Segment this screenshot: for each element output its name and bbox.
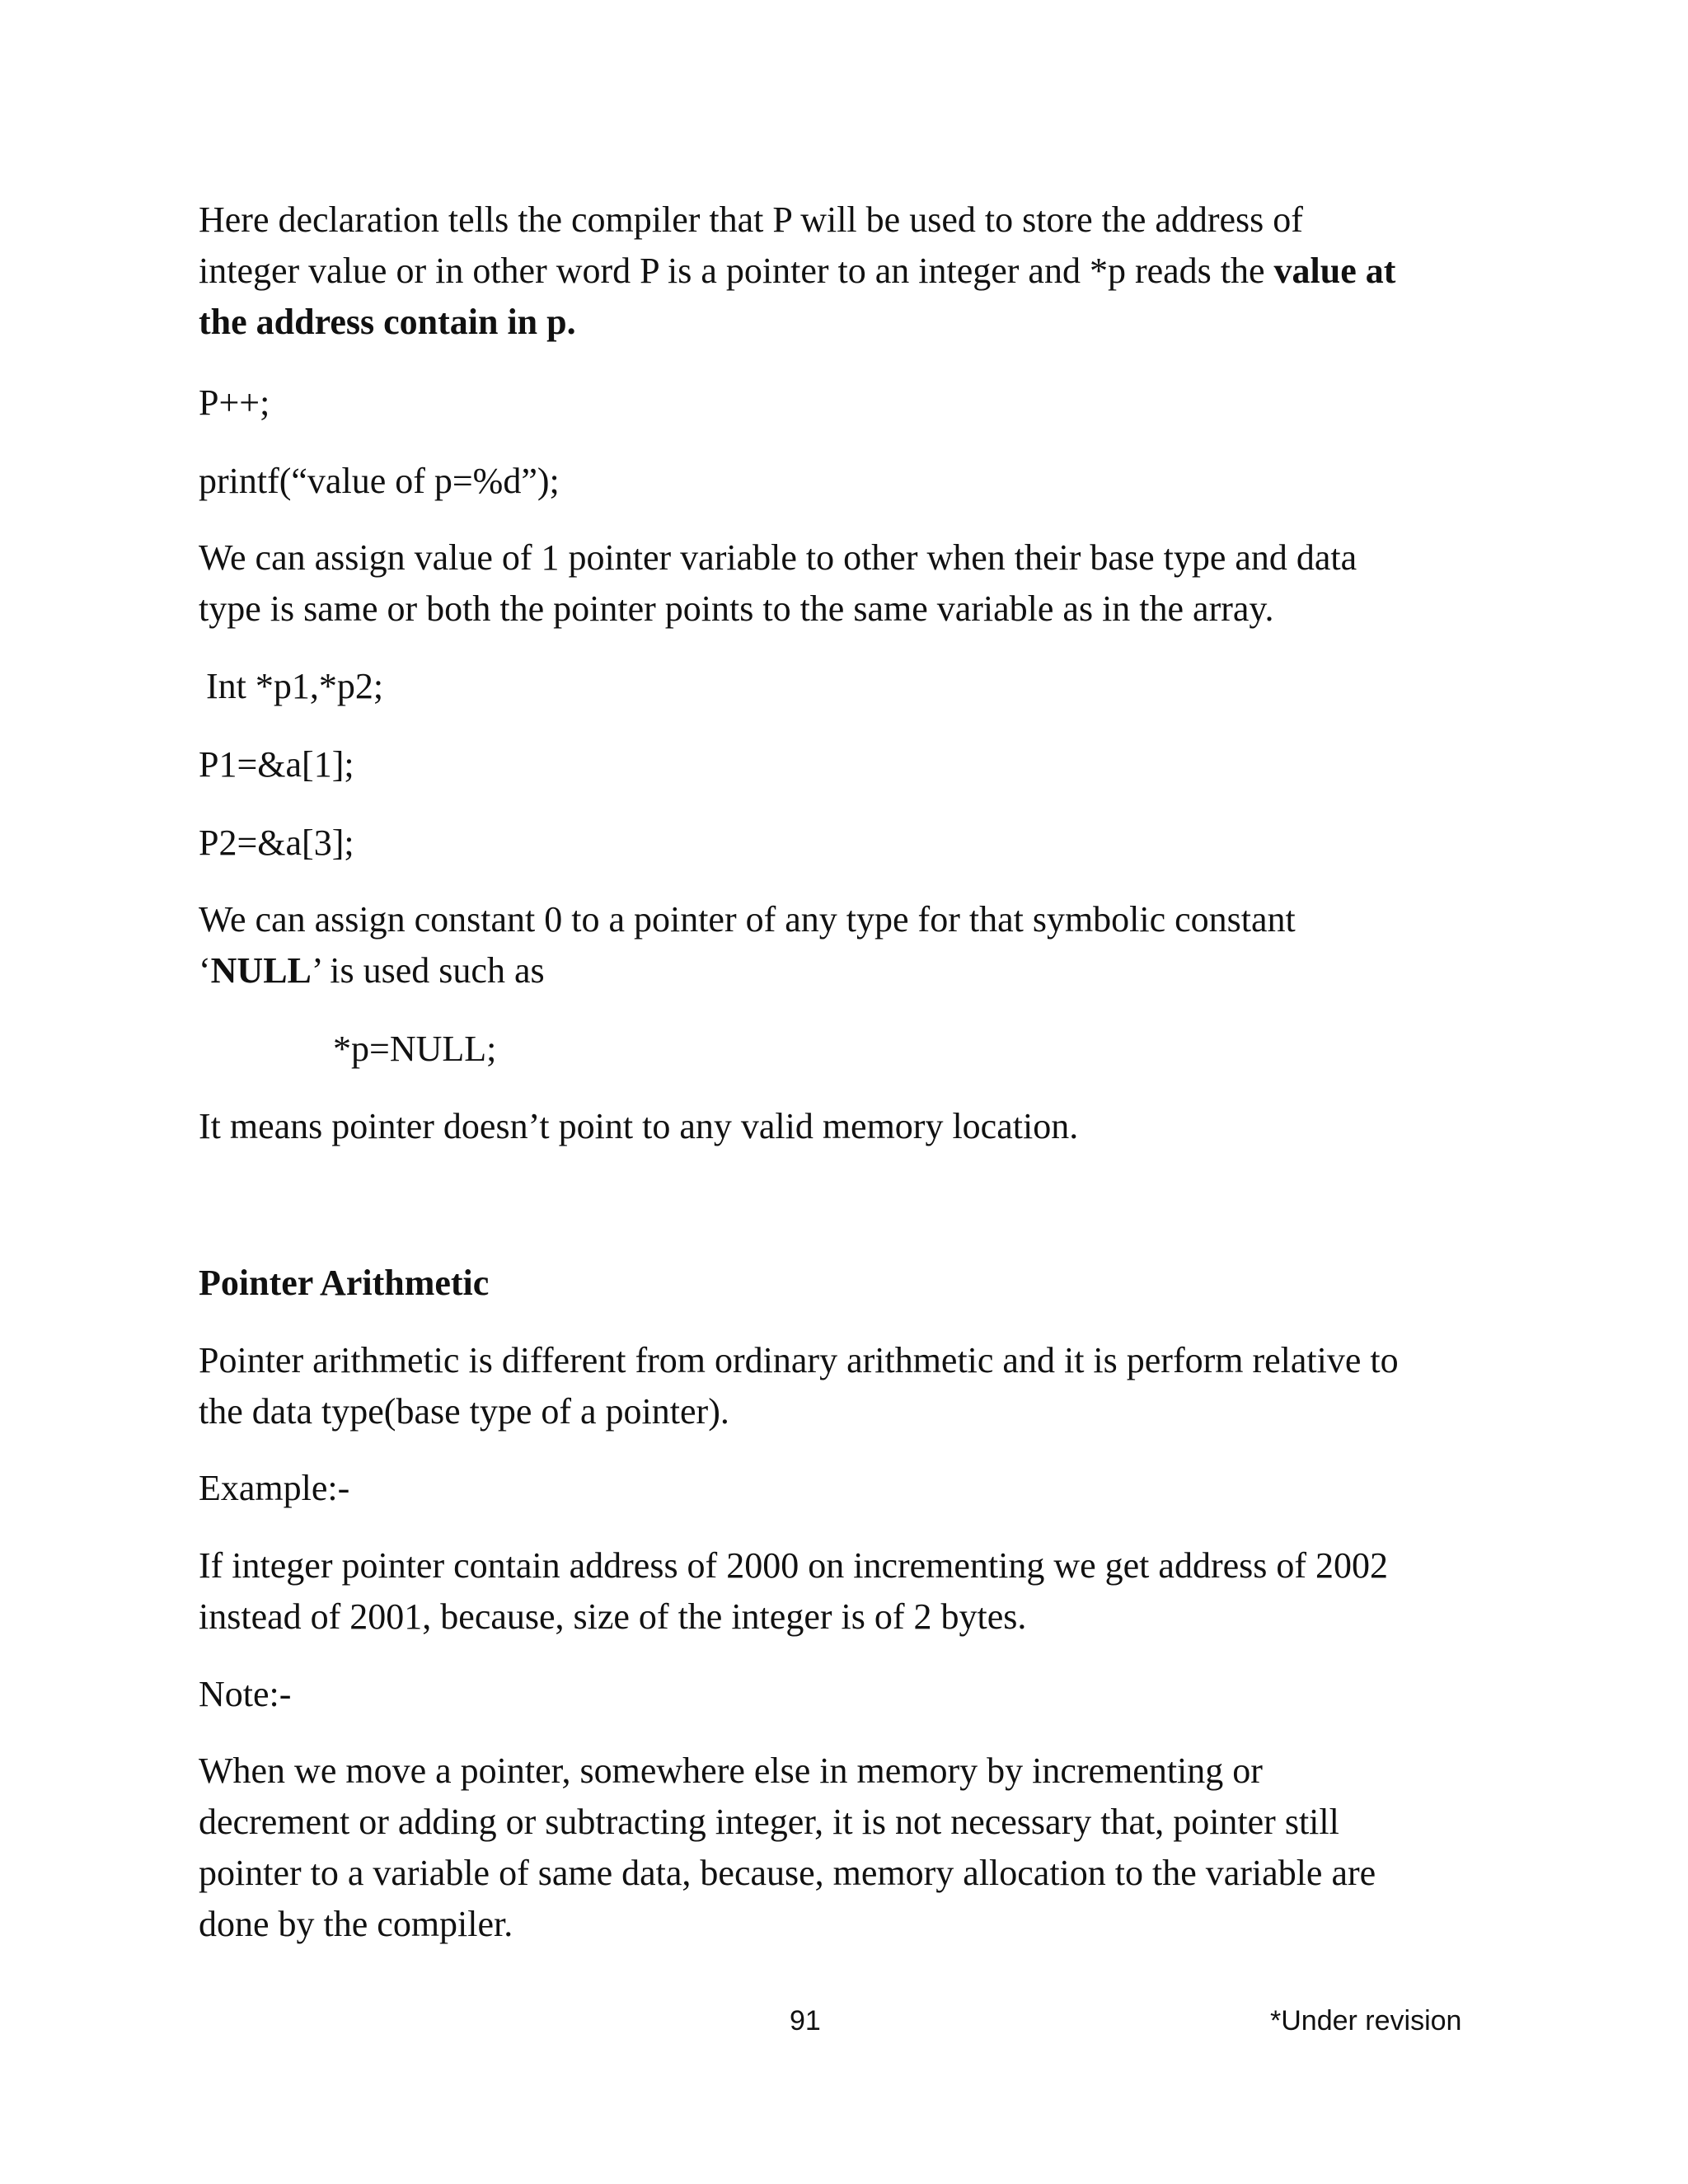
intro-address-text: the address contain in p. bbox=[199, 302, 576, 342]
null-paragraph-line-1: We can assign constant 0 to a pointer of any type for that symbolic constant bbox=[199, 899, 1296, 940]
null-paragraph-line-2 bbox=[199, 945, 1484, 996]
null-assignment-code: *p=NULL; bbox=[333, 1029, 497, 1069]
revision-note: *Under revision bbox=[1270, 2005, 1462, 2036]
note-line-1: When we move a pointer, somewhere else in memory by incrementing or bbox=[199, 1750, 1263, 1791]
null-open-quote: ‘ bbox=[199, 950, 211, 991]
intro-value-at-text: value at bbox=[1273, 251, 1396, 291]
note-line-4: done by the compiler. bbox=[199, 1904, 513, 1944]
code-printf: printf(“value of p=%d”); bbox=[199, 461, 560, 501]
pointer-arithmetic-description-line-2: the data type(base type of a pointer). bbox=[199, 1391, 729, 1432]
intro-line-1: Here declaration tells the compiler that P will be used to store the address of bbox=[199, 199, 1303, 240]
note-line-3: pointer to a variable of same data, because, memory allocation to the variable are bbox=[199, 1853, 1376, 1893]
page-number: 91 bbox=[790, 2005, 821, 2036]
code-increment: P++; bbox=[199, 382, 270, 423]
null-line-rest: ’ is used such as bbox=[311, 950, 545, 991]
p2-assignment-code: P2=&a[3]; bbox=[199, 823, 354, 863]
example-label: Example:- bbox=[199, 1468, 350, 1508]
note-label: Note:- bbox=[199, 1674, 292, 1714]
null-meaning-text: It means pointer doesn’t point to any valid memory location. bbox=[199, 1106, 1079, 1146]
null-keyword: NULL bbox=[210, 950, 312, 991]
assign-paragraph-line-2: type is same or both the pointer points to the same variable as in the array. bbox=[199, 588, 1274, 629]
intro-line-2 bbox=[199, 246, 1484, 297]
pointer-arithmetic-heading: Pointer Arithmetic bbox=[199, 1263, 490, 1303]
p1-assignment-code: P1=&a[1]; bbox=[199, 744, 354, 785]
intro-line-2-text: integer value or in other word P is a pointer to an integer and *p reads the bbox=[199, 251, 1274, 291]
pointer-arithmetic-description-line-1: Pointer arithmetic is different from ordinary arithmetic and it is perform relative to bbox=[199, 1340, 1399, 1380]
pointer-declaration-code: Int *p1,*p2; bbox=[206, 666, 384, 706]
example-line-2: instead of 2001, because, size of the integer is of 2 bytes. bbox=[199, 1596, 1027, 1637]
note-line-2: decrement or adding or subtracting integer, it is not necessary that, pointer still bbox=[199, 1802, 1339, 1842]
assign-paragraph-line-1: We can assign value of 1 pointer variable to other when their base type and data bbox=[199, 537, 1357, 578]
example-line-1: If integer pointer contain address of 2000 on incrementing we get address of 2002 bbox=[199, 1545, 1389, 1586]
